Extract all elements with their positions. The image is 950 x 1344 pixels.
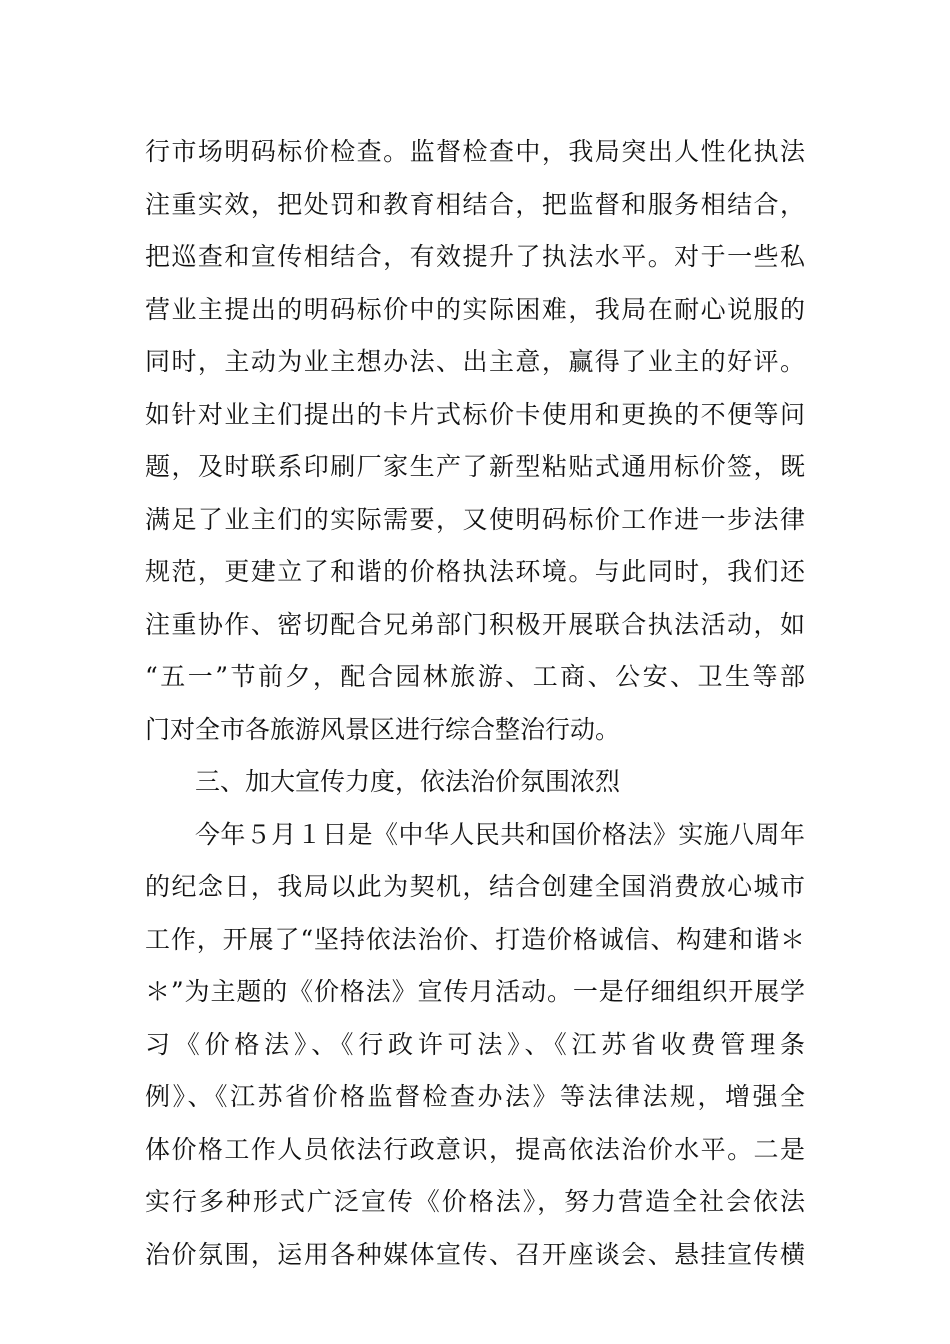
text-line: “五一”节前夕，配合园林旅游、工商、公安、卫生等部 <box>145 662 805 691</box>
text-line: 的纪念日，我局以此为契机，结合创建全国消费放心城市 <box>145 872 805 901</box>
section-heading: 三、加大宣传力度，依法治价氛围浓烈 <box>195 767 621 796</box>
text-line: 治价氛围，运用各种媒体宣传、召开座谈会、悬挂宣传横 <box>145 1239 805 1269</box>
text-line: 实行多种形式广泛宣传《价格法》，努力营造全社会依法 <box>145 1187 805 1216</box>
text-line: 行市场明码标价检查。监督检查中，我局突出人性化执法 <box>145 137 805 166</box>
text-line: 满足了业主们的实际需要，又使明码标价工作进一步法律 <box>145 504 805 534</box>
text-line: 例》、《江苏省价格监督检查办法》等法律法规，增强全 <box>145 1082 805 1111</box>
body-text <box>145 126 805 1281</box>
text-line: 注重协作、密切配合兄弟部门积极开展联合执法活动，如 <box>145 609 805 639</box>
text-line: 注重实效，把处罚和教育相结合，把监督和服务相结合， <box>145 189 805 219</box>
text-line: 今年５月１日是《中华人民共和国价格法》实施八周年 <box>195 819 805 849</box>
text-line: 规范，更建立了和谐的价格执法环境。与此同时，我们还 <box>145 557 805 586</box>
text-line: 工作，开展了“坚持依法治价、打造价格诚信、构建和谐＊ <box>145 924 805 954</box>
text-line: 门对全市各旅游风景区进行综合整治行动。 <box>145 714 621 744</box>
text-line: 习《价格法》、《行政许可法》、《江苏省收费管理条 <box>145 1029 805 1059</box>
text-line: 体价格工作人员依法行政意识，提高依法治价水平。二是 <box>145 1134 805 1164</box>
text-line: 把巡查和宣传相结合，有效提升了执法水平。对于一些私 <box>145 242 805 271</box>
text-line: ＊”为主题的《价格法》宣传月活动。一是仔细组织开展学 <box>145 977 805 1006</box>
text-line: 题，及时联系印刷厂家生产了新型粘贴式通用标价签，既 <box>145 452 805 481</box>
text-line: 营业主提出的明码标价中的实际困难，我局在耐心说服的 <box>145 294 805 324</box>
text-line: 同时，主动为业主想办法、出主意，赢得了业主的好评。 <box>145 347 805 376</box>
text-line: 如针对业主们提出的卡片式标价卡使用和更换的不便等问 <box>145 399 805 429</box>
